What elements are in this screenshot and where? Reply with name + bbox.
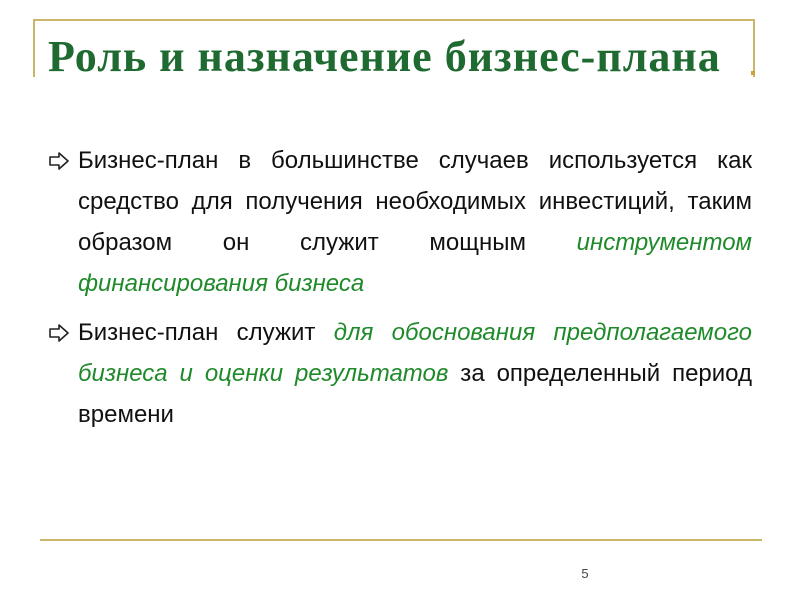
- frame-bottom-line: [40, 539, 762, 541]
- bullet-1-text: Бизнес-план в большинстве случаев используется как средство для получения необходимых инвестиций, таким образом он служит мощным: [78, 147, 752, 256]
- hollow-arrow-right-icon: [48, 152, 70, 170]
- frame-left-line: [33, 19, 35, 77]
- frame-top-line: [33, 19, 755, 21]
- frame-right-line: [753, 19, 755, 77]
- hollow-arrow-right-icon: [48, 324, 70, 342]
- page-number: 5: [581, 566, 589, 581]
- bullet-2-text-start: Бизнес-план служит: [78, 319, 334, 346]
- bullet-2-emphasis: для обоснования предполагаемого бизнеса и оценки результатов: [78, 319, 752, 387]
- slide-title: Роль и назначение бизнес-плана: [48, 32, 721, 81]
- bullet-list: [48, 140, 752, 443]
- bullet-item-2: [48, 312, 752, 435]
- frame-accent-dot: [751, 71, 755, 75]
- bullet-item-1: [48, 140, 752, 304]
- bullet-2-text-end: за определенный период времени: [78, 360, 752, 428]
- bullet-1-emphasis: инструментом финансирования бизнеса: [78, 229, 752, 297]
